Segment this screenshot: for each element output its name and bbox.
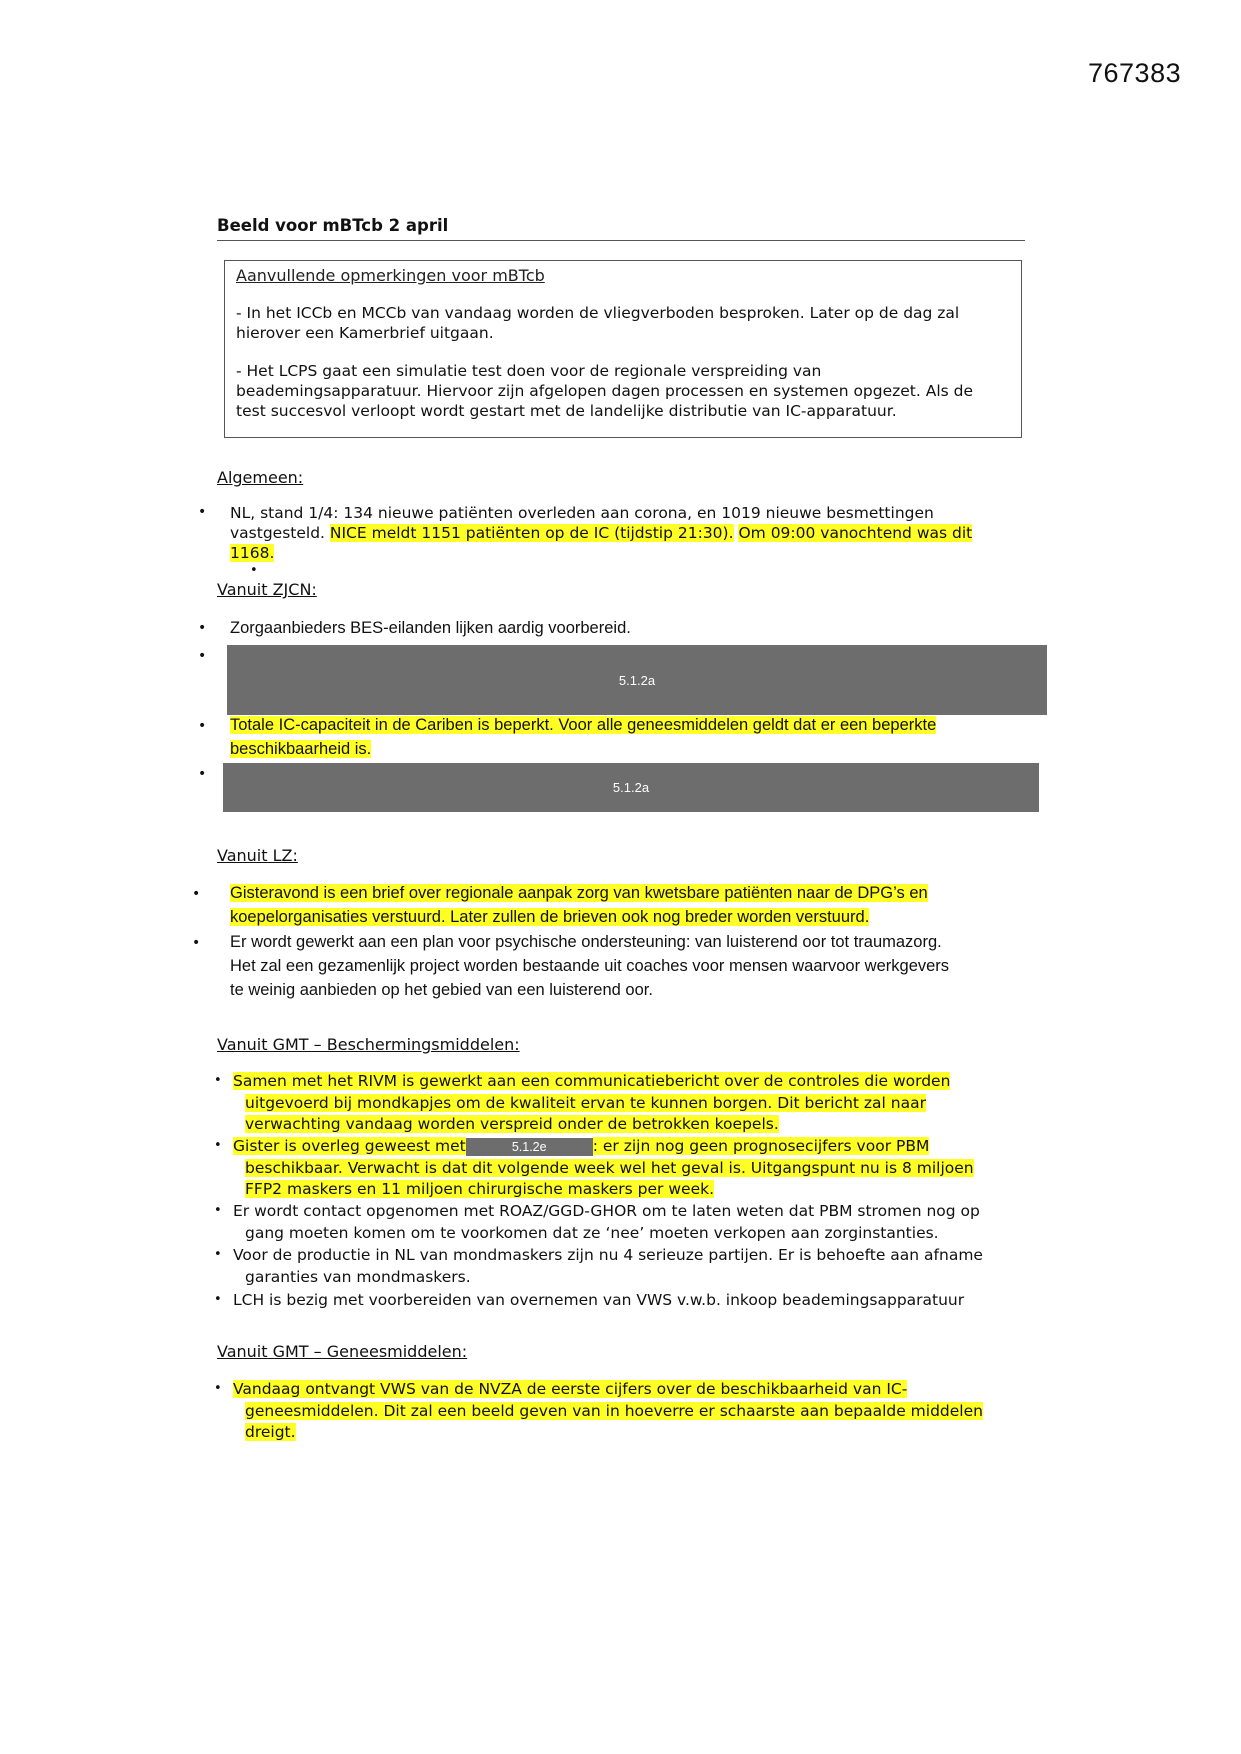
gmt-bescherming-item-3 [233, 1201, 980, 1244]
section-heading-algemeen: Algemeen: [217, 468, 304, 487]
algemeen-line1: NL, stand 1/4: 134 nieuwe patiënten overleden aan corona, en 1019 nieuwe besmettingen [230, 504, 934, 522]
zjcn-item-3-line1 [230, 713, 936, 737]
zjcn-item-3 [230, 713, 936, 761]
lz-item-2 [230, 930, 949, 1002]
zjcn-item-3-line2 [230, 737, 936, 761]
lz-item-2-line1: Er wordt gewerkt aan een plan voor psychische ondersteuning: van luisterend oor tot traumazorg. [230, 933, 942, 951]
gmt-b-item2-line2 [233, 1158, 974, 1180]
remarks-p2-line3: test succesvol verloopt wordt gestart met de landelijke distributie van IC-apparatuur. [236, 402, 897, 420]
bullet-icon: • [214, 1292, 222, 1307]
bullet-icon: • [214, 1073, 222, 1088]
redaction-block: 5.1.2a [227, 645, 1047, 715]
lz-item-1-line1 [230, 881, 928, 905]
highlight-mondkapjes: uitgevoerd bij mondkapjes om de kwaliteit ervan te kunnen borgen. Dit bericht zal naar [245, 1093, 926, 1112]
remarks-paragraph-1 [236, 303, 959, 343]
section-heading-lz: Vanuit LZ: [217, 846, 298, 865]
highlight-schaarste: geneesmiddelen. Dit zal een beeld geven van in hoeverre er schaarste aan bepaalde middelen [245, 1401, 983, 1420]
highlight-overleg: Gister is overleg geweest met [233, 1137, 466, 1155]
zjcn-item-1: Zorgaanbieders BES-eilanden lijken aardig voorbereid. [230, 619, 631, 637]
lz-item-1-line2 [230, 905, 928, 929]
document-number: 767383 [1088, 58, 1182, 88]
algemeen-line2-plain: vastgesteld. [230, 524, 330, 542]
highlight-ic-capacity: Totale IC-capaciteit in de Cariben is beperkt. Voor alle geneesmiddelen geldt dat er een beperkte [230, 716, 937, 734]
remarks-p2-line2: beademingsapparatuur. Hiervoor zijn afgelopen dagen processen en systemen opgezet. Als de [236, 382, 974, 400]
gmt-bescherming-item-1 [233, 1071, 950, 1136]
redaction-inline: 5.1.2e [466, 1138, 593, 1156]
remarks-paragraph-2 [236, 361, 973, 421]
section-heading-zjcn: Vanuit ZJCN: [217, 580, 317, 599]
bullet-icon: • [214, 1381, 222, 1396]
gmt-b-item4-line1: Voor de productie in NL van mondmaskers zijn nu 4 serieuze partijen. Er is behoefte aan afname [233, 1246, 983, 1264]
gmt-b-item1-line2 [233, 1093, 950, 1115]
highlight-availability: beschikbaarheid is. [230, 740, 372, 758]
algemeen-item [230, 503, 972, 563]
bullet-icon: • [192, 935, 201, 951]
highlight-prognose: : er zijn nog geen prognosecijfers voor PBM [592, 1137, 930, 1155]
bullet-icon: • [250, 563, 258, 578]
gmt-b-item2-line1 [233, 1136, 974, 1158]
lz-item-2-line3: te weinig aanbieden op het gebied van een luisterend oor. [230, 981, 653, 999]
gmt-bescherming-item-2 [233, 1136, 974, 1201]
gmt-b-item2-line3 [233, 1179, 974, 1201]
bullet-icon: • [198, 504, 207, 520]
bullet-icon: • [198, 620, 207, 636]
remarks-p1-line2: hierover een Kamerbrief uitgaan. [236, 324, 494, 342]
title-divider [217, 240, 1025, 241]
highlight-nvza: Vandaag ontvangt VWS van de NVZA de eerste cijfers over de beschikbaarheid van IC- [233, 1380, 908, 1398]
highlight-verspreid: verwachting vandaag worden verspreid onder de betrokken koepels. [245, 1115, 779, 1133]
highlight-letter: Gisteravond is een brief over regionale aanpak zorg van kwetsbare patiënten naar de DPG’s en [230, 884, 928, 902]
gmt-b-item1-line1 [233, 1071, 950, 1093]
highlight-rivm: Samen met het RIVM is gewerkt aan een communicatiebericht over de controles die worden [233, 1072, 951, 1090]
highlight-morning: Om 09:00 vanochtend was dit [738, 524, 973, 542]
gmt-b-item3-line2: gang moeten komen om te voorkomen dat ze ‘nee’ moeten verkopen aan zorginstanties. [245, 1223, 939, 1242]
page-title: Beeld voor mBTcb 2 april [217, 216, 449, 235]
gmt-b-item1-line3 [233, 1114, 950, 1136]
bullet-icon: • [214, 1203, 222, 1218]
gmt-g-item1-line1 [233, 1379, 983, 1401]
highlight-beschikbaar: beschikbaar. Verwacht is dat dit volgende week wel het geval is. Uitgangspunt nu is 8 miljoen [245, 1158, 974, 1177]
section-heading-gmt-genees: Vanuit GMT – Geneesmiddelen: [217, 1342, 468, 1361]
gmt-bescherming-item-5 [233, 1290, 964, 1312]
remarks-p1-line1: - In het ICCb en MCCb van vandaag worden de vliegverboden besproken. Later op de dag zal [236, 304, 960, 322]
gmt-bescherming-item-4 [233, 1245, 983, 1288]
gmt-b-item4-line2: garanties van mondmaskers. [245, 1267, 471, 1286]
redaction-block: 5.1.2a [223, 763, 1039, 812]
highlight-1168: 1168. [230, 544, 275, 562]
highlight-dreigt: dreigt. [245, 1423, 296, 1441]
lz-item-2-line2: Het zal een gezamenlijk project worden bestaande uit coaches voor mensen waarvoor werkgevers [230, 957, 950, 975]
highlight-ffp2: FFP2 maskers en 11 miljoen chirurgische maskers per week. [245, 1180, 715, 1198]
gmt-genees-item-1 [233, 1379, 983, 1444]
bullet-icon: • [198, 648, 207, 664]
remarks-heading: Aanvullende opmerkingen voor mBTcb [236, 266, 545, 285]
section-heading-gmt-bescherming: Vanuit GMT – Beschermingsmiddelen: [217, 1035, 520, 1054]
bullet-icon: • [214, 1138, 222, 1153]
lz-item-1 [230, 881, 928, 929]
gmt-g-item1-line3 [233, 1422, 983, 1444]
algemeen-line3 [230, 543, 972, 563]
highlight-koepel: koepelorganisaties verstuurd. Later zullen de brieven ook nog breder worden verstuurd. [230, 908, 870, 926]
remarks-p2-line1: - Het LCPS gaat een simulatie test doen voor de regionale verspreiding van [236, 362, 822, 380]
bullet-icon: • [198, 718, 207, 734]
bullet-icon: • [198, 766, 207, 782]
highlight-nice: NICE meldt 1151 patiënten op de IC (tijdstip 21:30). [329, 524, 734, 542]
gmt-g-item1-line2 [233, 1401, 983, 1423]
gmt-b-item5-line1: LCH is bezig met voorbereiden van overnemen van VWS v.w.b. inkoop beademingsapparatuur [233, 1291, 965, 1309]
bullet-icon: • [192, 886, 201, 902]
bullet-icon: • [214, 1247, 222, 1262]
gmt-b-item3-line1: Er wordt contact opgenomen met ROAZ/GGD-GHOR om te laten weten dat PBM stromen nog op [233, 1202, 980, 1220]
algemeen-line2 [230, 523, 972, 543]
